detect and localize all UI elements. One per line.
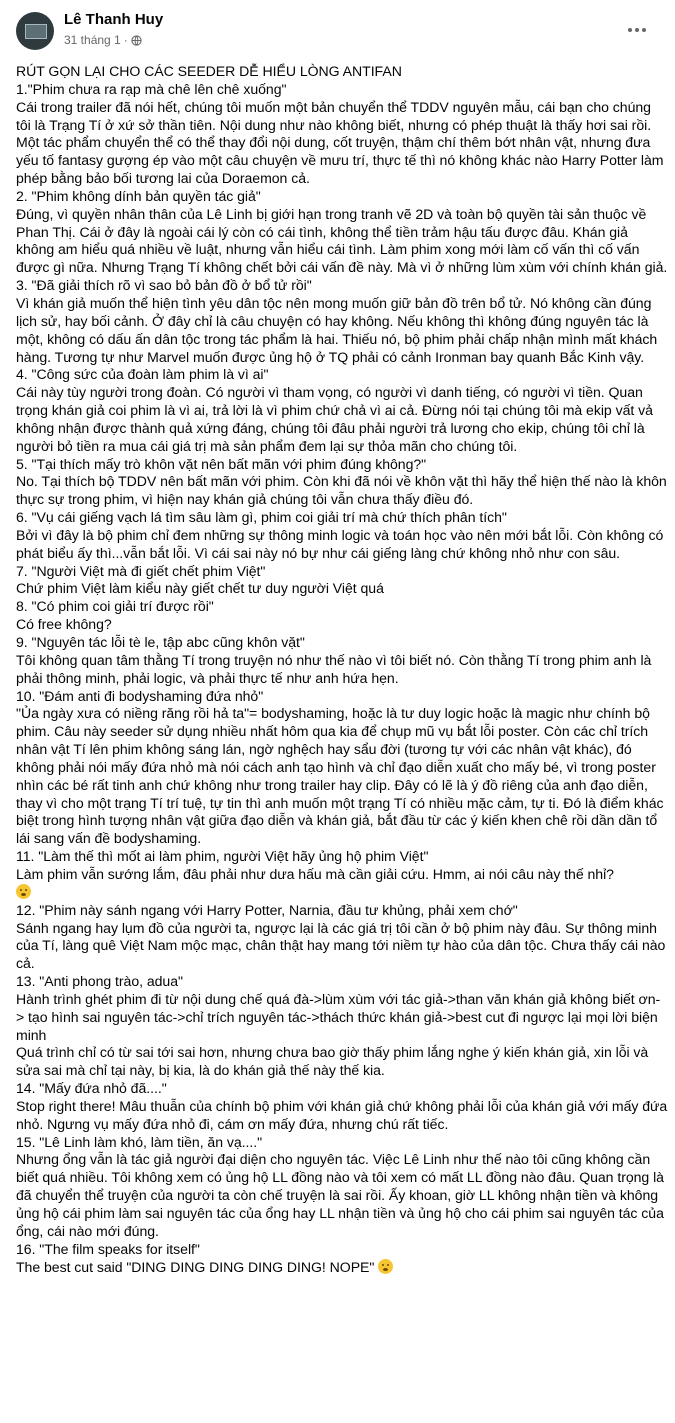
section-title-9: 9. "Nguyên tác lỗi tè le, tập abc cũng khôn vặt": [16, 634, 305, 650]
section-title-8: 8. "Có phim coi giải trí được rồi": [16, 598, 214, 615]
section-title-11: 11. "Làm thế thì mốt ai làm phim, người Việt hãy ủng hộ phim Việt": [16, 848, 429, 865]
post-date[interactable]: 31 tháng 1: [64, 33, 121, 47]
section-text-5: No. Tại thích bộ TDDV nên bất mãn với phim. Còn khi đã nói về khôn vặt thì hãy thể hiện thế nào là khôn thực sự trong phim, vì hiện nay khán giả chúng tôi vẫn chưa thấy điều đó.: [16, 473, 671, 508]
thinking-face-emoji: [16, 884, 31, 899]
section-text-1: Cái trong trailer đã nói hết, chúng tôi muốn một bản chuyển thể TDDV nguyên mẫu, cái bạn cho chúng tôi là Trạng Tí ở xứ sở thần tiên. Nội dung như nào không biết, nhưng có phép thuật là thấy hơi sai rồi. Một tác phẩm chuyển thể có thể thay đổi nội dung, cốt truyện, thậm chí thêm bớt nhân vật, nhưng đưa yếu tố fantasy gượng ép vào một câu chuyện về mưu trí, thực tế thì nó không khác nào Harry Potter làm phép bằng bảo bối tương lai của Doraemon cả.: [16, 98, 668, 187]
section-text-3: Vì khán giả muốn thể hiện tình yêu dân tộc nên mong muốn giữ bản đồ trên bổ tử. Nó không cần đúng lịch sử, hay bối cảnh. Ở đây chỉ là câu chuyện có hay không. Nếu không thì không đúng nguyên tác là một, không có dấu ấn dân tộc trong tác phẩm là hai. Thiếu nó, bộ phim phải chấp nhận mình mất khách hàng. Tương tự như Marvel muốn được ủng hộ ở TQ phải có cảnh Ironman bay quanh Bắc Kinh vậy.: [16, 294, 662, 365]
section-title-2: 2. "Phim không dính bản quyền tác giả": [16, 187, 261, 204]
section-text-16-wrap: [16, 1259, 668, 1277]
clipped-line: [16, 616, 668, 634]
section-text-6: Bởi vì đây là bộ phim chỉ đem những sự thông minh logic và toán học vào nên mới bắt lỗi. Còn không có phát biểu ấy thì...vẫn bắt lỗi. Vì cái sai này nó bự như cái giếng làng chứ không nhỏ như con sâu.: [16, 526, 668, 561]
author-avatar[interactable]: [16, 12, 54, 50]
section-text-7: Chứ phim Việt làm kiểu này giết chết tư duy người Việt quá: [16, 580, 384, 597]
section-title-4: 4. "Công sức của đoàn làm phim là vì ai": [16, 366, 269, 383]
frowning-face-emoji: [378, 1259, 393, 1274]
post-header: [0, 0, 675, 60]
section-text-14: Stop right there! Mâu thuẫn của chính bộ phim với khán giả chứ không phải lỗi của khán giả với mấy đứa nhỏ. Ngưng vụ mấy đứa nhỏ đi, cám ơn mấy đứa, nhưng chú rất tiếc.: [16, 1097, 672, 1132]
section-title-14: 14. "Mấy đứa nhỏ đã....": [16, 1080, 167, 1097]
author-name[interactable]: Lê Thanh Huy: [64, 11, 164, 28]
section-text-8: Có free không?: [16, 616, 112, 633]
section-title-12: 12. "Phim này sánh ngang với Harry Potter, Narnia, đầu tư khủng, phải xem chớ": [16, 901, 518, 918]
post-body: [16, 63, 672, 1276]
section-title-10: 10. "Đám anti đi bodyshaming đứa nhỏ": [16, 687, 264, 704]
meta-separator: ·: [123, 33, 128, 47]
section-title-7: 7. "Người Việt mà đi giết chết phim Việt": [16, 562, 266, 579]
more-options-icon[interactable]: [623, 20, 651, 40]
section-title-6: 6. "Vụ cái giếng vạch lá tìm sâu làm gì, phim coi giải trí mà chứ thích phân tích": [16, 509, 507, 526]
section-text-11-wrap: [16, 866, 668, 902]
section-text-11: Làm phim vẫn sướng lắm, đâu phải như dưa hấu mà cần giải cứu. Hmm, ai nói câu này thế nhỉ?: [16, 865, 614, 882]
section-title-16: 16. "The film speaks for itself": [16, 1240, 200, 1257]
section-text-2: Đúng, vì quyền nhân thân của Lê Linh bị giới hạn trong tranh vẽ 2D và toàn bộ quyền tài sản thuộc về Phan Thị. Cái ở đây là ngoài cái lý còn có cái tình, không thể tiền trảm hậu tấu được đâu. Khán giả không am hiểu quá nhiều về luật, nhưng vẫn hiểu cái tình. Làm phim xong mới làm cố vấn thì cố vấn được gì nữa. Nhưng Trạng Tí không chết bởi cái vấn đề này. Mà vì ở những lùm xùm với chính khán giả.: [16, 205, 668, 276]
section-text-13b: Quá trình chỉ có từ sai tới sai hơn, nhưng chưa bao giờ thấy phim lắng nghe ý kiến khán giả, xin lỗi và sửa sai mà chỉ tại này, bị kia, là do khán giả thế này thế kia.: [16, 1044, 653, 1079]
avatar-image: [25, 24, 47, 39]
globe-icon[interactable]: [131, 35, 142, 46]
post-meta: [64, 33, 142, 47]
section-text-10: "Ủa ngày xưa có niềng răng rồi hả ta"= bodyshaming, hoặc là tư duy logic hoặc là magic như chính bộ phim. Câu này seeder sử dụng nhiều nhất hôm qua kia để chụp mũ vụ bắt lỗi poster. Còn các chỉ trích nhân vật Tí lên phim không sáng lán, ngờ nghệch hay sẩu đời (tương tự với các nhân vật khác), đó không phải nói mấy đứa nhỏ mà nói cách anh tạo hình và chỉ đạo diễn xuất cho mấy bé, vì trong poster nhìn các bé rất tinh anh chứ không như trong trailer hay clip. Đây có lẽ là ý đồ riêng của anh đạo diễn, thay vì cho một trạng Tí trí tuệ, tự tin thì anh muốn một trạng Tí có nhiều mặc cảm, tự ti. Đó là điểm khác biệt trong hình tượng nhân vật giữa đạo diễn và khán giả, bắt đầu từ các ý kiến khen chê rồi dần dần tổ lái sang vấn đề bodyshaming.: [16, 705, 668, 847]
section-text-12: Sánh ngang hay lụm đồ của người ta, ngược lại là các giá trị tôi cần ở bộ phim này đâu. Sự thông minh của Tí, làng quê Việt Nam mộc mạc, chân thật hay mang tới niềm tự hào của dân tộc. Chưa thấy cái nào cả.: [16, 919, 670, 972]
section-title-3: 3. "Đã giải thích rõ vì sao bỏ bản đồ ở bổ tử rồi": [16, 277, 312, 294]
section-text-15: Nhưng ổng vẫn là tác giả người đại diện cho nguyên tác. Việc Lê Linh như thế nào tôi cũng không cần biết quá nhiều. Tôi không xem có ủng hộ LL đồng nào và tôi xem có mất LL đồng nào đâu. Quan trọng là đã chuyển thể truyện của người ta còn chế truyện là sai rồi. Ấy khoan, giờ LL không nhận tiền và không ủng hộ cái phim làm sai nguyên tác của ổng hay LL nhận tiền và ủng hộ cho cái phim sai nguyên tác của ổng, cái nào mới đúng.: [16, 1151, 668, 1239]
section-title-1: 1."Phim chưa ra rạp mà chê lên chê xuống": [16, 80, 287, 97]
section-text-13a: Hành trình ghét phim đi từ nội dung chế quá đà->lùm xùm với tác giả->than văn khán giả không biết ơn-> tạo hình sai nguyên tác->chỉ trích nguyên tác->thách thức khán giả->best cut đi ngược lại mọi lời biện minh: [16, 990, 662, 1043]
post-heading: RÚT GỌN LẠI CHO CÁC SEEDER DỄ HIỂU LÒNG ANTIFAN: [16, 63, 402, 79]
section-text-16: The best cut said "DING DING DING DING DING! NOPE": [16, 1258, 375, 1275]
section-text-9: Tôi không quan tâm thằng Tí trong truyện nó như thế nào vì tôi biết nó. Còn thằng Tí trong phim anh là phải thông minh, phải logic, và phải thực tế như anh hứa hẹn.: [16, 651, 656, 686]
section-title-13: 13. "Anti phong trào, adua": [16, 973, 183, 990]
section-title-5: 5. "Tại thích mấy trò khôn vặt nên bất mãn với phim đúng không?": [16, 455, 427, 472]
section-text-4: Cái này tùy người trong đoàn. Có người vì tham vọng, có người vì danh tiếng, có người vì tiền. Quan trọng khán giả coi phim là vì ai, trả lời là vì phim chứ chả vì ai cả. Đừng nói tại chúng tôi mà ekip vất vả không nhận được thành quả xứng đáng, chúng tôi đâu phải người trả lương cho ekip, chúng tôi chỉ là người bỏ tiền ra mua cái giá trị mà sản phẩm đem lại sự thỏa mãn cho chúng tôi.: [16, 384, 657, 454]
section-title-15: 15. "Lê Linh làm khó, làm tiền, ăn vạ....": [16, 1133, 263, 1150]
